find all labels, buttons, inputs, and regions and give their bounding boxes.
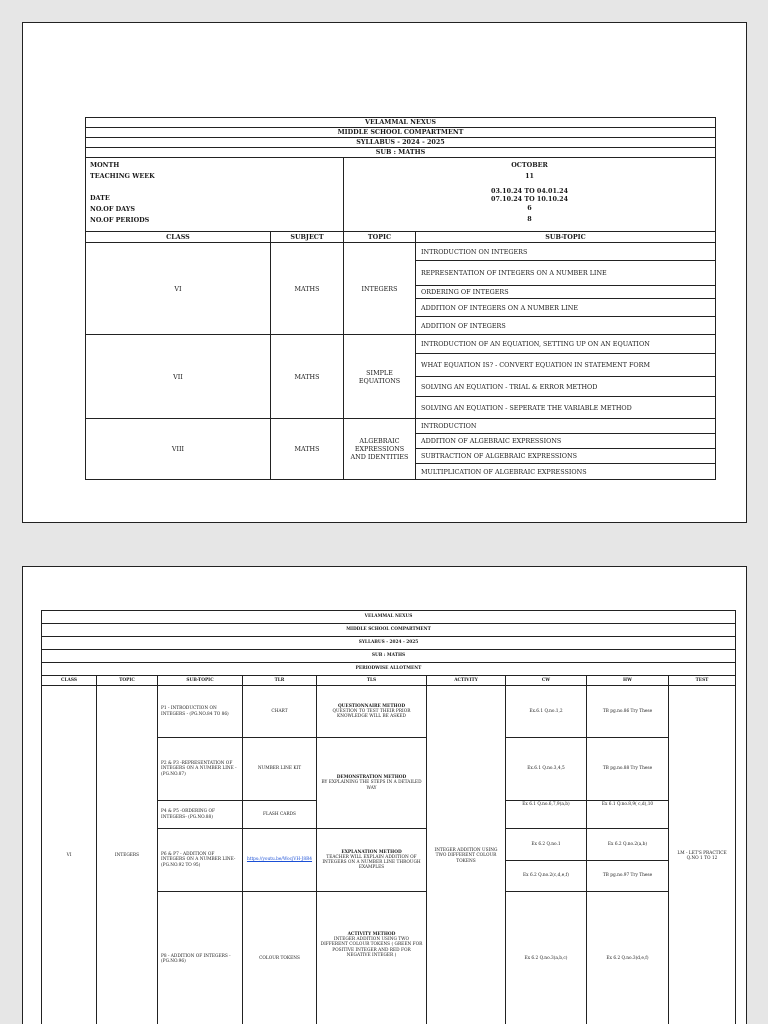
subtopic-cell: WHAT EQUATION IS? - CONVERT EQUATION IN STATEMENT FORM: [416, 354, 716, 377]
hw-cell: Ex 6.2 Q.no.3(d,e,f): [587, 892, 669, 1024]
subtopic-cell: ADDITION OF INTEGERS ON A NUMBER LINE: [416, 299, 716, 317]
topic-cell: INTEGERS: [344, 243, 416, 335]
col-tlr: TLR: [243, 676, 317, 686]
hw-cell: TB pg.no.97 Try These: [587, 861, 669, 892]
tlr-cell: FLASH CARDS: [243, 801, 317, 829]
value-month: OCTOBER: [511, 161, 548, 169]
school-name: VELAMMAL NEXUS: [86, 118, 716, 128]
test-cell: LM - LET'S PRACTICE Q.NO 1 TO 12: [669, 686, 736, 1024]
subject-cell: MATHS: [271, 419, 344, 480]
value-no-of-periods: 8: [527, 215, 532, 223]
subtopic-cell: MULTIPLICATION OF ALGEBRAIC EXPRESSIONS: [416, 464, 716, 480]
hw-cell: Ex 6.2 Q.no.2(a,b): [587, 829, 669, 861]
subtopic-cell: INTRODUCTION OF AN EQUATION, SETTING UP ON AN EQUATION: [416, 335, 716, 354]
col-cw: CW: [506, 676, 587, 686]
tlr-cell: COLOUR TOKENS: [243, 892, 317, 1024]
label-no-of-periods: NO.OF PERIODS: [90, 216, 150, 224]
value-date-2: 07.10.24 TO 10.10.24: [491, 195, 569, 203]
col-topic: TOPIC: [344, 232, 416, 243]
subtopic-cell: REPRESENTATION OF INTEGERS ON A NUMBER LINE: [416, 261, 716, 286]
compartment-title: MIDDLE SCHOOL COMPARTMENT: [86, 128, 716, 138]
cw-cell: Ex.6.1 Q.no.1,2: [506, 686, 587, 738]
info-values-cell: [344, 158, 716, 232]
syllabus-page-1: [22, 22, 747, 523]
tlr-cell: CHART: [243, 686, 317, 738]
subtopic-cell: ADDITION OF ALGEBRAIC EXPRESSIONS: [416, 434, 716, 449]
col-activity: ACTIVITY: [427, 676, 506, 686]
syllabus-year: SYLLABUS - 2024 - 2025: [42, 637, 736, 650]
value-teaching-week: 11: [525, 172, 534, 180]
subtopic-cell: P4 & P5 -ORDERING OF INTEGERS- (PG.NO.88): [158, 801, 243, 829]
col-subject: SUBJECT: [271, 232, 344, 243]
syllabus-overview-table: [85, 117, 716, 480]
subtopic-cell: SUBTRACTION OF ALGEBRAIC EXPRESSIONS: [416, 449, 716, 464]
col-test: TEST: [669, 676, 736, 686]
tls-title: QUESTIONNAIRE METHOD: [337, 703, 406, 709]
class-cell: VIII: [86, 419, 271, 480]
hw-cell: Ex 6.1 Q.no.8,9( c,d),10: [587, 801, 669, 829]
subtopic-cell: SOLVING AN EQUATION - TRIAL & ERROR METHOD: [416, 377, 716, 397]
hw-cell: TB pg.no.88 Try These: [587, 738, 669, 801]
tls-title: ACTIVITY METHOD: [347, 932, 396, 937]
table-row: [86, 335, 716, 354]
class-cell: VI: [86, 243, 271, 335]
table-row: [86, 243, 716, 261]
school-name: VELAMMAL NEXUS: [42, 611, 736, 624]
info-labels-cell: [86, 158, 344, 232]
tls-title: DEMONSTRATION METHOD: [336, 775, 407, 781]
tlr-cell: [243, 829, 317, 892]
subject-heading: SUB : MATHS: [42, 650, 736, 663]
tls-cell: [317, 892, 427, 1024]
tls-cell: [317, 738, 427, 829]
subtopic-cell: INTRODUCTION ON INTEGERS: [416, 243, 716, 261]
cw-cell: Ex 6.2 Q.no.3(a,b,c): [506, 892, 587, 1024]
tls-title: EXPLANATION METHOD: [341, 849, 402, 855]
table-row: [86, 419, 716, 434]
tls-text: QUESTION TO TEST THEIR PRIOR KNOWLEDGE WILL BE ASKED: [332, 708, 411, 720]
class-cell: VI: [42, 686, 97, 1024]
tls-text: BY EXPLAINING THE STEPS IN A DETAILED WAY: [321, 780, 422, 791]
subject-heading: SUB : MATHS: [86, 148, 716, 158]
subject-cell: MATHS: [271, 243, 344, 335]
col-class: CLASS: [42, 676, 97, 686]
col-topic: TOPIC: [97, 676, 158, 686]
topic-cell: ALGEBRAIC EXPRESSIONS AND IDENTITIES: [344, 419, 416, 480]
label-teaching-week: TEACHING WEEK: [90, 172, 155, 180]
video-link[interactable]: https://youtu.be/WocjVH-J8R4: [246, 857, 313, 863]
subtopic-cell: SOLVING AN EQUATION - SEPERATE THE VARIABLE METHOD: [416, 397, 716, 419]
label-date: DATE: [90, 194, 110, 202]
col-class: CLASS: [86, 232, 271, 243]
tlr-cell: NUMBER LINE KIT: [243, 738, 317, 801]
subtopic-cell: ADDITION OF INTEGERS: [416, 317, 716, 335]
syllabus-page-2: [22, 566, 747, 1024]
periodwise-allotment-table: [41, 610, 736, 1024]
topic-cell: SIMPLE EQUATIONS: [344, 335, 416, 419]
label-no-of-days: NO.OF DAYS: [90, 205, 135, 213]
label-month: MONTH: [90, 161, 120, 169]
periodwise-heading: PERIODWISE ALLOTMENT: [42, 663, 736, 676]
col-tls: TLS: [317, 676, 427, 686]
value-no-of-days: 6: [527, 204, 532, 212]
subtopic-cell: INTRODUCTION: [416, 419, 716, 434]
table-row: [42, 686, 736, 738]
tls-text: TEACHER WILL EXPLAIN ADDITION OF INTEGERS ON A NUMBER LINE THROUGH EXAMPLES: [322, 854, 421, 871]
cw-cell: Ex 6.1 Q.no.6,7,9(a,b): [506, 801, 587, 829]
hw-cell: TB pg.no.86 Try These: [587, 686, 669, 738]
cw-cell: Ex 6.2 Q.no.1: [506, 829, 587, 861]
tls-text: INTEGER ADDITION USING TWO DIFFERENT COLOUR TOKENS ( GREEN FOR POSITIVE INTEGER AND RED FOR NEGATIVE INTEGER ): [320, 937, 423, 958]
topic-cell: INTEGERS: [97, 686, 158, 1024]
col-subtopic: SUB-TOPIC: [158, 676, 243, 686]
cw-cell: Ex 6.2 Q.no.2(c,d,e,f): [506, 861, 587, 892]
subtopic-cell: P2 & P3 -REPRESENTATION OF INTEGERS ON A NUMBER LINE - (PG.NO.87): [158, 738, 243, 801]
value-date-1: 03.10.24 TO 04.01.24: [491, 187, 569, 195]
tls-cell: [317, 686, 427, 738]
subtopic-cell: P8 - ADDITION OF INTEGERS - (PG.NO.96): [158, 892, 243, 1024]
col-hw: HW: [587, 676, 669, 686]
tls-cell: [317, 829, 427, 892]
class-cell: VII: [86, 335, 271, 419]
syllabus-year: SYLLABUS - 2024 - 2025: [86, 138, 716, 148]
compartment-title: MIDDLE SCHOOL COMPARTMENT: [42, 624, 736, 637]
subtopic-cell: P1 - INTRODUCTION ON INTEGERS - (PG.NO.84 TO 86): [158, 686, 243, 738]
subtopic-cell: ORDERING OF INTEGERS: [416, 286, 716, 299]
cw-cell: Ex.6.1 Q.no.3,4,5: [506, 738, 587, 801]
subject-cell: MATHS: [271, 335, 344, 419]
col-subtopic: SUB-TOPIC: [416, 232, 716, 243]
activity-cell: INTEGER ADDITION USING TWO DIFFERENT COLOUR TOKENS: [427, 686, 506, 1024]
subtopic-cell: P6 & P7 - ADDITION OF INTEGERS ON A NUMBER LINE-(PG.NO.92 TO 95): [158, 829, 243, 892]
